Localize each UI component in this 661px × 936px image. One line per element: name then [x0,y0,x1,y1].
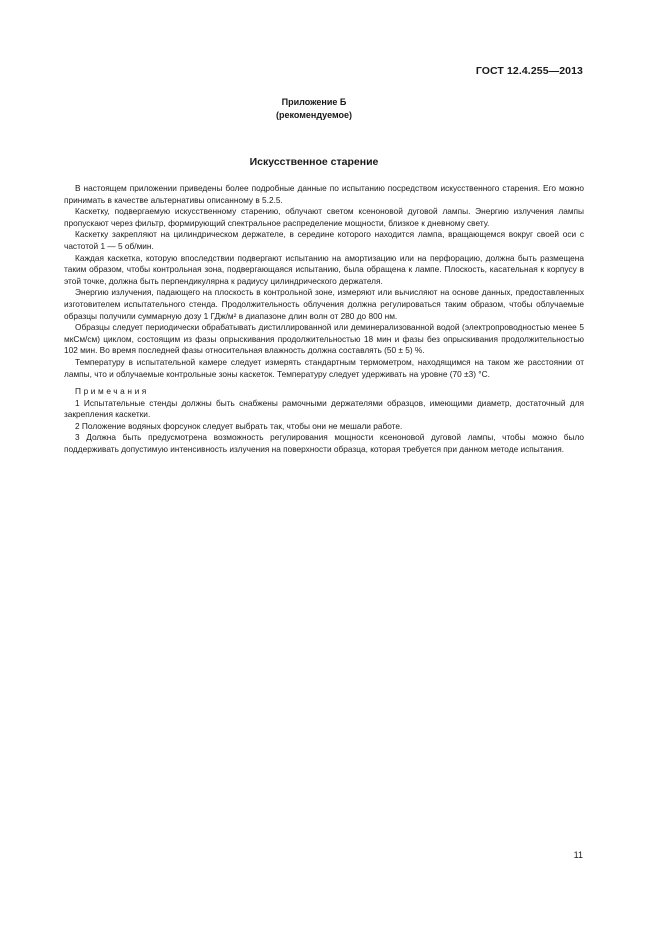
note-item: 2 Положение водяных форсунок следует выбрать так, чтобы они не мешали работе. [75,420,403,431]
paragraph: Температуру в испытательной камере следует измерять стандартным термометром, находящимся на таком же расстоянии от лампы, что и облучаемые контрольные зоны каскеток. Температуру следует удерживать на уровне (70 ±3) °С. [64,356,584,379]
paragraph: Энергию излучения, падающего на плоскость в контрольной зоне, измеряют или вычисляют на основе данных, предоставленных изготовителем испытательного стенда. Продолжительность облучения должна регулироваться таким образом, чтобы облучаемые образцы получили суммарную дозу 1 ГДж/м² в диапазоне длин волн от 280 до 800 нм. [64,287,584,321]
paragraph: Образцы следует периодически обрабатывать дистиллированной или деминерализованной водой (электропроводностью менее 5 мкСм/см) циклом, состоящим из фазы опрыскивания продолжительностью 18 мин и фазы без опрыскивания продолжительностью 102 мин. Во время последней фазы относительная влажность должна составлять (50 ± 5) %. [64,322,584,356]
annex-heading [0,96,628,122]
page-number: 11 [573,850,583,860]
paragraph: Каждая каскетка, которую впоследствии подвергают испытанию на амортизацию или на перфорацию, должна быть размещена таким образом, чтобы контрольная зона, подвергающаяся испытанию, была обращена к лампе. Плоскость, касательная к корпусу в этой точке, должна быть перпендикулярна к радиусу цилиндрического держателя. [64,252,584,286]
body-text [64,183,584,456]
paragraph: Каскетку закрепляют на цилиндрическом держателе, в середине которого находится лампа, вращающемся вокруг своей оси с частотой 1 — 5 об/мин. [64,229,584,251]
section-title: Искусственное старение [249,156,379,168]
notes-title: Примечания [75,386,149,397]
paragraph: Каскетку, подвергаемую искусственному старению, облучают светом ксеноновой дуговой лампы. Энергию излучения лампы пропускают через фильтр, формирующий спектральное распределение мощности, близкое к дневному свету. [64,206,584,228]
standard-code: ГОСТ 12.4.255—2013 [475,65,583,77]
annex-status: (рекомендуемое) [276,110,352,120]
note-item: 1 Испытательные стенды должны быть снабжены рамочными держателями образцов, имеющими диаметр, достаточный для закрепления каскетки. [64,397,584,420]
paragraph: В настоящем приложении приведены более подробные данные по испытанию посредством искусственного старения. Его можно принимать в качестве альтернативы описанному в 5.2.5. [64,183,584,205]
annex-title: Приложение Б [281,97,347,107]
note-item: 3 Должна быть предусмотрена возможность регулирования мощности ксеноновой дуговой лампы, чтобы можно было поддерживать допустимую интенсивность излучения на поверхности образца, которая требуется при данном методе испытания. [64,432,584,455]
